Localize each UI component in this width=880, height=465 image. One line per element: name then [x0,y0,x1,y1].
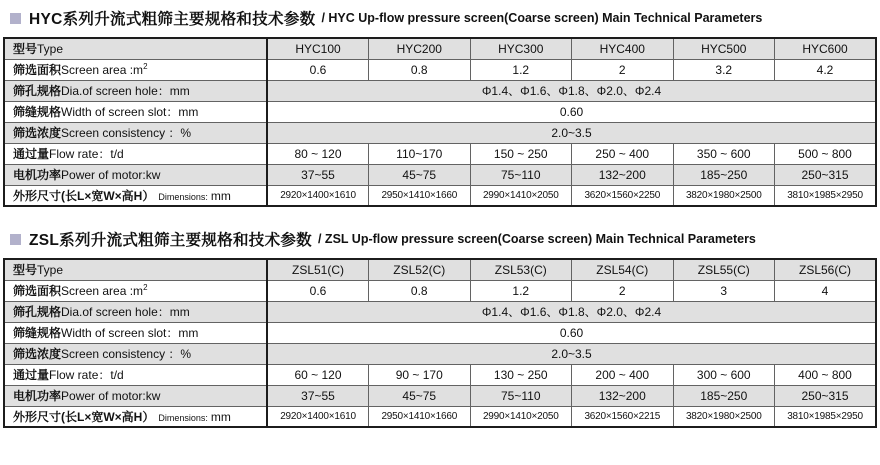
table-cell: 350 ~ 600 [673,143,775,164]
superscript: 2 [143,283,148,292]
table-cell: 0.6 [267,280,369,301]
zsl-parameters-table [3,258,877,428]
table-cell: 2920×1400×1610 [267,406,369,427]
model-header-cell: HYC300 [470,38,572,59]
catalog-page [0,7,880,428]
spanned-value-cell: 0.60 [267,322,876,343]
row-label-zh: 筛孔规格 [13,84,62,98]
row-label-en: Power of motor:kw [61,389,161,403]
table-row-flow [4,143,876,164]
row-label-hole [4,80,267,101]
table-cell: 150 ~ 250 [470,143,572,164]
row-label-zh: 外形尺寸(长L×宽W×高H） [13,409,155,424]
table-cell: 2 [572,280,674,301]
row-label-slot [4,322,267,343]
row-label-zh: 外形尺寸(长L×宽W×高H） [13,188,155,203]
table-cell: 3620×1560×2215 [572,406,674,427]
model-header-cell: HYC500 [673,38,775,59]
table-cell: 0.8 [369,59,471,80]
table-row-motor [4,385,876,406]
table-cell: 250 ~ 400 [572,143,674,164]
row-label-zh: 筛缝规格 [13,105,62,119]
row-label-en: Flow rate：t/d [49,147,124,161]
table-cell: 0.8 [369,280,471,301]
table-cell: 185~250 [673,164,775,185]
table-cell: 132~200 [572,164,674,185]
row-label-dimensions [4,185,267,206]
table-row-type [4,38,876,59]
table-cell: 2990×1410×2050 [470,406,572,427]
row-label-unit: mm [210,409,231,424]
model-header-cell: ZSL53(C) [470,259,572,280]
table-cell: 37~55 [267,385,369,406]
spanned-value-cell: 2.0~3.5 [267,343,876,364]
row-label-en: Dia.of screen hole：mm [61,305,190,319]
table-cell: 45~75 [369,164,471,185]
table-cell: 1.2 [470,280,572,301]
row-label-type [4,259,267,280]
section-title [10,228,877,250]
table-cell: 3 [673,280,775,301]
row-label-flow [4,364,267,385]
table-cell: 3.2 [673,59,775,80]
table-row-flow [4,364,876,385]
table-row-dimensions [4,406,876,427]
row-label-zh: 通过量 [13,147,50,161]
model-header-cell: HYC100 [267,38,369,59]
model-header-cell: ZSL51(C) [267,259,369,280]
table-cell: 3810×1985×2950 [775,185,877,206]
row-label-consistency [4,343,267,364]
table-cell: 1.2 [470,59,572,80]
row-label-consistency [4,122,267,143]
superscript: 2 [143,62,148,71]
section-title-en: / ZSL Up-flow pressure screen(Coarse screen) Main Technical Parameters [317,232,756,246]
table-row-hole [4,80,876,101]
table-cell: 250~315 [775,164,877,185]
row-label-motor [4,385,267,406]
row-label-slot [4,101,267,122]
row-label-en: Width of screen slot：mm [61,105,199,119]
row-label-en: Screen consistency ：% [61,347,192,361]
row-label-flow [4,143,267,164]
section-title-zh: HYC系列升流式粗筛主要规格和技术参数 [29,11,316,28]
table-row-consistency [4,343,876,364]
table-cell: 110~170 [369,143,471,164]
row-label-small: Dimensions: [158,191,208,202]
table-row-slot [4,101,876,122]
table-cell: 2950×1410×1660 [369,185,471,206]
table-cell: 3620×1560×2250 [572,185,674,206]
row-label-zh: 筛孔规格 [13,305,62,319]
table-cell: 75~110 [470,164,572,185]
model-header-cell: HYC200 [369,38,471,59]
table-cell: 2990×1410×2050 [470,185,572,206]
table-cell: 132~200 [572,385,674,406]
table-cell: 185~250 [673,385,775,406]
table-cell: 300 ~ 600 [673,364,775,385]
row-label-area [4,59,267,80]
row-label-zh: 筛选浓度 [13,347,62,361]
hyc-parameters-section [3,7,877,207]
table-cell: 200 ~ 400 [572,364,674,385]
table-cell: 4 [775,280,877,301]
hyc-parameters-table [3,37,877,207]
row-label-en: Screen area :m [61,284,144,298]
model-header-cell: HYC600 [775,38,877,59]
section-title-zh: ZSL系列升流式粗筛主要规格和技术参数 [29,232,312,249]
table-cell: 90 ~ 170 [369,364,471,385]
table-cell: 400 ~ 800 [775,364,877,385]
section-title-en: / HYC Up-flow pressure screen(Coarse screen) Main Technical Parameters [321,11,763,25]
model-header-cell: ZSL52(C) [369,259,471,280]
model-header-cell: ZSL55(C) [673,259,775,280]
table-cell: 4.2 [775,59,877,80]
square-bullet-icon [10,13,21,24]
row-label-en: Width of screen slot：mm [61,326,199,340]
table-cell: 2 [572,59,674,80]
row-label-type [4,38,267,59]
model-header-cell: ZSL56(C) [775,259,877,280]
row-label-small: Dimensions: [158,412,208,423]
spanned-value-cell: 0.60 [267,101,876,122]
table-row-hole [4,301,876,322]
row-label-zh: 型号 [13,263,38,278]
table-cell: 45~75 [369,385,471,406]
table-cell: 2920×1400×1610 [267,185,369,206]
table-row-motor [4,164,876,185]
row-label-zh: 筛选浓度 [13,126,62,140]
row-label-en: Power of motor:kw [61,168,161,182]
table-row-consistency [4,122,876,143]
table-cell: 130 ~ 250 [470,364,572,385]
row-label-area [4,280,267,301]
row-label-en: Type [37,263,64,278]
row-label-hole [4,301,267,322]
row-label-zh: 电机功率 [13,168,62,182]
row-label-en: Flow rate：t/d [49,368,124,382]
row-label-zh: 电机功率 [13,389,62,403]
table-cell: 3820×1980×2500 [673,406,775,427]
table-row-area [4,280,876,301]
table-cell: 2950×1410×1660 [369,406,471,427]
table-cell: 0.6 [267,59,369,80]
table-row-type [4,259,876,280]
table-cell: 3810×1985×2950 [775,406,877,427]
row-label-zh: 型号 [13,42,38,57]
table-row-area [4,59,876,80]
table-cell: 3820×1980×2500 [673,185,775,206]
spanned-value-cell: Φ1.4、Φ1.6、Φ1.8、Φ2.0、Φ2.4 [267,301,876,322]
row-label-motor [4,164,267,185]
table-cell: 80 ~ 120 [267,143,369,164]
table-row-slot [4,322,876,343]
row-label-zh: 筛选面积 [13,284,62,298]
model-header-cell: ZSL54(C) [572,259,674,280]
table-cell: 60 ~ 120 [267,364,369,385]
table-cell: 250~315 [775,385,877,406]
row-label-en: Dia.of screen hole：mm [61,84,190,98]
row-label-zh: 筛缝规格 [13,326,62,340]
table-cell: 500 ~ 800 [775,143,877,164]
table-cell: 37~55 [267,164,369,185]
row-label-zh: 通过量 [13,368,50,382]
row-label-en: Type [37,42,64,57]
table-row-dimensions [4,185,876,206]
zsl-parameters-section [3,228,877,428]
model-header-cell: HYC400 [572,38,674,59]
row-label-en: Screen area :m [61,63,144,77]
section-title [10,7,877,29]
spanned-value-cell: Φ1.4、Φ1.6、Φ1.8、Φ2.0、Φ2.4 [267,80,876,101]
row-label-en: Screen consistency ：% [61,126,192,140]
spanned-value-cell: 2.0~3.5 [267,122,876,143]
table-cell: 75~110 [470,385,572,406]
row-label-zh: 筛选面积 [13,63,62,77]
square-bullet-icon [10,234,21,245]
row-label-unit: mm [210,188,231,203]
row-label-dimensions [4,406,267,427]
